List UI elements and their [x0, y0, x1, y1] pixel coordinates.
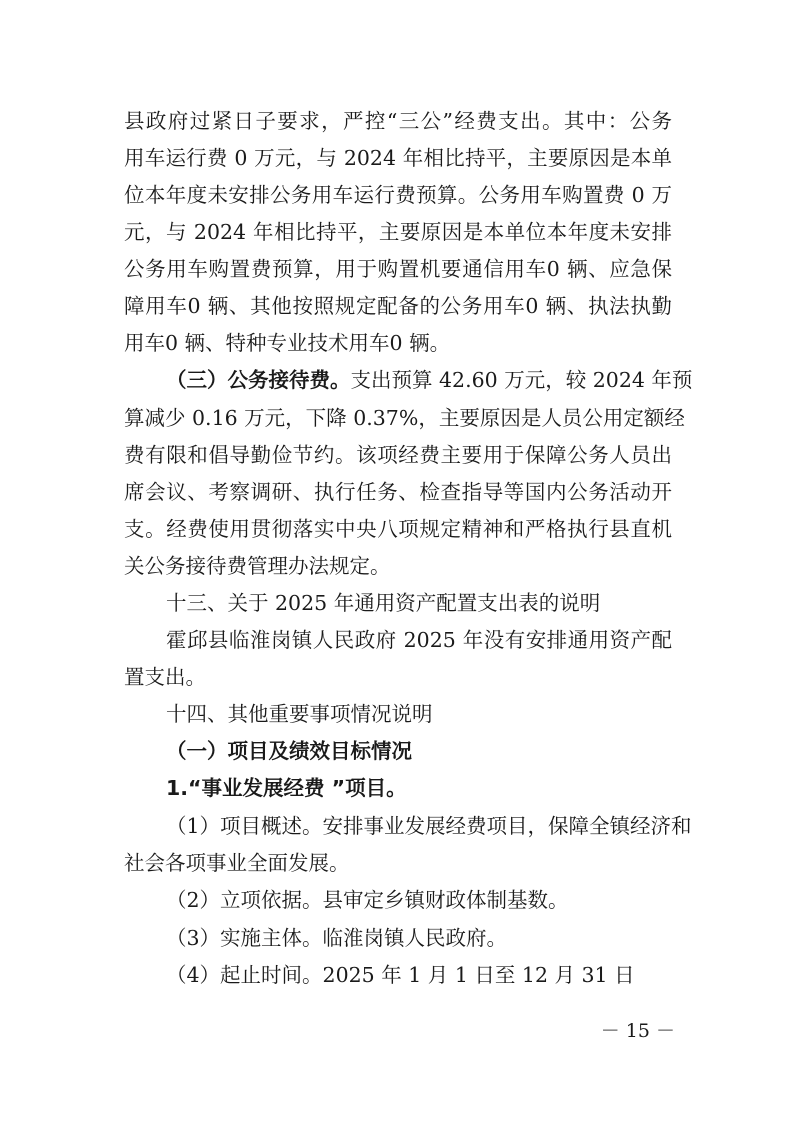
text-line: （4）起止时间。2025 年 1 月 1 日至 12 月 31 日 — [166, 963, 635, 987]
subsection-heading: （一）项目及绩效目标情况 — [166, 739, 412, 763]
text-line: 关公务接待费管理办法规定。 — [124, 554, 391, 578]
text-line: （3）实施主体。临淮岗镇人民政府。 — [166, 926, 508, 950]
text-line: 社会各项事业全面发展。 — [124, 851, 350, 875]
text-line: 霍邱县临淮岗镇人民政府 2025 年没有安排通用资产配 — [166, 628, 672, 652]
paragraph-heading-line — [166, 362, 693, 398]
text-line: 县政府过紧日子要求，严控“三公”经费支出。其中：公务 — [124, 109, 672, 133]
item-heading: 1.“事业发展经费 ”项目。 — [166, 776, 407, 800]
text-line: 置支出。 — [124, 665, 206, 689]
text-line: 公务用车购置费预算，用于购置机要通信用车0 辆、应急保 — [124, 257, 672, 281]
text-line: 位本年度未安排公务用车运行费预算。公务用车购置费 0 万 — [124, 183, 672, 207]
text-line: 席会议、考察调研、执行任务、检查指导等国内公务活动开 — [124, 480, 672, 504]
section-heading-14: 十四、其他重要事项情况说明 — [166, 702, 433, 726]
text-line: 用车0 辆、特种专业技术用车0 辆。 — [124, 331, 451, 355]
section-heading-13: 十三、关于 2025 年通用资产配置支出表的说明 — [166, 591, 601, 615]
text-line: 费有限和倡导勤俭节约。该项经费主要用于保障公务人员出 — [124, 443, 672, 467]
text-line: 支。经费使用贯彻落实中央八项规定精神和严格执行县直机 — [124, 517, 672, 541]
section-text: 支出预算 42.60 万元，较 2024 年预 — [350, 368, 693, 392]
text-line: 用车运行费 0 万元，与 2024 年相比持平，主要原因是本单 — [124, 146, 672, 170]
text-line: 障用车0 辆、其他按照规定配备的公务用车0 辆、执法执勤 — [124, 294, 672, 318]
text-line: （1）项目概述。安排事业发展经费项目，保障全镇经济和 — [166, 814, 692, 838]
text-line: 元，与 2024 年相比持平，主要原因是本单位本年度未安排 — [124, 220, 672, 244]
text-line: （2）立项依据。县审定乡镇财政体制基数。 — [166, 888, 569, 912]
text-line: 算减少 0.16 万元，下降 0.37%，主要原因是人员公用定额经 — [124, 406, 685, 430]
page-number: － 15 － — [600, 1020, 675, 1042]
section-lead: （三）公务接待费。 — [166, 368, 351, 392]
